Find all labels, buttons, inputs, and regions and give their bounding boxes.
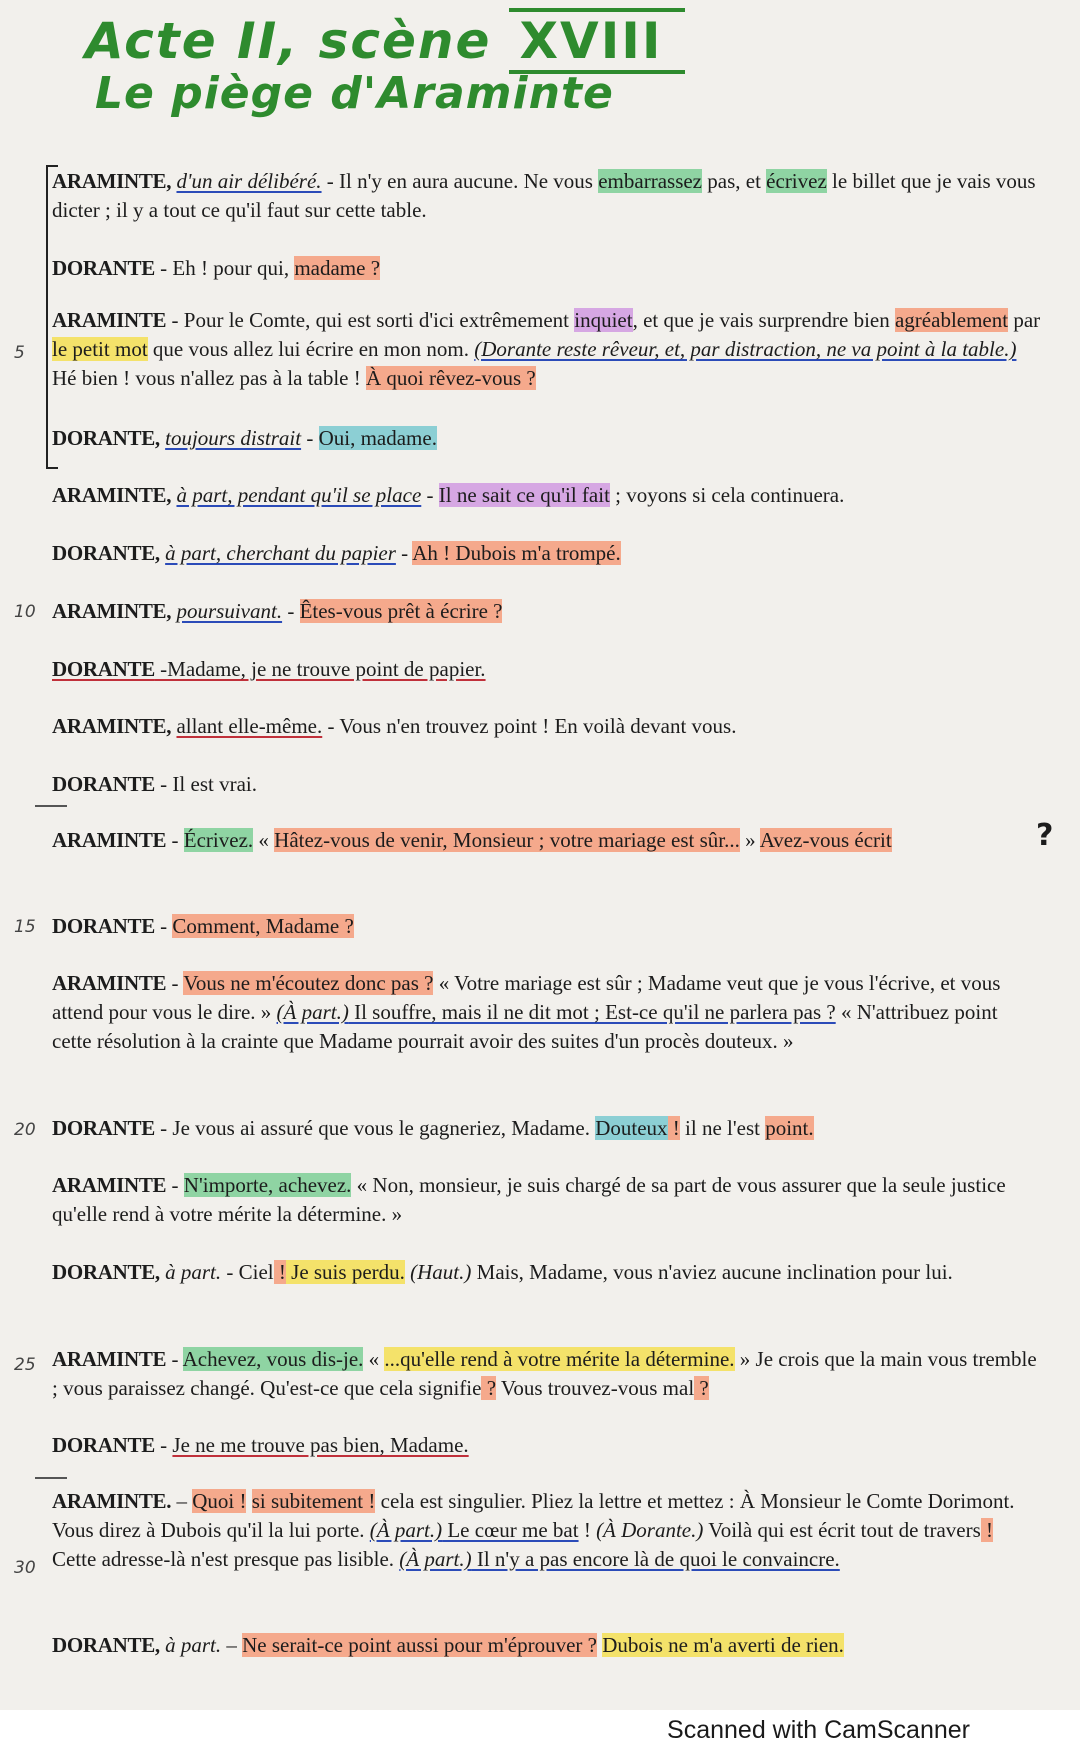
reply-araminte-5: ARAMINTE, allant elle-même. - Vous n'en trouvez point ! En voilà devant vous. [52, 714, 737, 738]
reply-dorante-7: DORANTE - Je vous ai assuré que vous le gagneriez, Madame. Douteux ! il ne l'est point. [52, 1116, 814, 1140]
reply-dorante-8: DORANTE, à part. - Ciel ! Je suis perdu. (Haut.) Mais, Madame, vous n'aviez aucune inclination pour lui. [52, 1260, 953, 1284]
reply-dorante-5: DORANTE - Il est vrai. [52, 772, 257, 796]
scanner-footer [0, 1710, 1080, 1750]
scanner-watermark: Scanned with CamScanner [667, 1716, 970, 1744]
reply-dorante-10: DORANTE, à part. – Ne serait-ce point aussi pour m'éprouver ? Dubois ne m'a averti de rien. [52, 1633, 844, 1657]
line-number-5: 5 [14, 343, 25, 363]
reply-dorante-1: DORANTE - Eh ! pour qui, madame ? [52, 256, 381, 280]
line-number-25: 25 [14, 1355, 36, 1375]
line-number-10: 10 [14, 602, 36, 622]
reply-araminte-9: ARAMINTE - Achevez, vous dis-je. « ...qu'elle rend à votre mérite la détermine. » Je crois que la main vous tremble ; vous paraissez changé. Qu'est-ce que cela signifie ? Vous trouvez-vous mal ? [52, 1347, 1037, 1400]
scene-number: XVIII [509, 8, 684, 74]
reply-dorante-9: DORANTE - Je ne me trouve pas bien, Madame. [52, 1433, 469, 1457]
reply-araminte-7: ARAMINTE - Vous ne m'écoutez donc pas ? « Votre mariage est sûr ; Madame veut que je vous l'écrive, et vous attend pour vous le dire. » (À part.) Il souffre, mais il ne dit mot ; Est-ce qu'il ne parlera pas ? « N'attribuez point cette résolution à la crainte que Madame pourrait avoir des suites d'un procès douteux. » [52, 971, 1001, 1053]
reply-araminte-6: ARAMINTE - Écrivez. « Hâtez-vous de venir, Monsieur ; votre mariage est sûr... » Avez-vous écrit [52, 828, 892, 852]
reply-araminte-1: ARAMINTE, d'un air délibéré. - Il n'y en aura aucune. Ne vous embarrassez pas, et écrivez le billet que je vais vous dicter ; il y a tout ce qu'il faut sur cette table. [52, 169, 1036, 222]
line-number-15: 15 [14, 917, 36, 937]
line-number-20: 20 [14, 1120, 36, 1140]
reply-dorante-3: DORANTE, à part, cherchant du papier - Ah ! Dubois m'a trompé. [52, 541, 621, 565]
reply-araminte-8: ARAMINTE - N'importe, achevez. « Non, monsieur, je suis chargé de sa part de vous assurer que la seule justice qu'elle rend à votre mérite la détermine. » [52, 1173, 1006, 1226]
margin-dash [35, 1477, 67, 1479]
reply-araminte-2: ARAMINTE - Pour le Comte, qui est sorti d'ici extrêmement inquiet, et que je vais surprendre bien agréablement par le petit mot que vous allez lui écrire en mon nom. (Dorante reste rêveur, et, par distraction, ne va point à la table.) Hé bien ! vous n'allez pas à la table ! À quoi rêvez-vous ? [52, 308, 1041, 390]
reply-dorante-6: DORANTE - Comment, Madame ? [52, 914, 354, 938]
reply-araminte-4: ARAMINTE, poursuivant. - Êtes-vous prêt à écrire ? [52, 599, 503, 623]
handwritten-title-act: Acte II, scène XVIII [85, 8, 685, 74]
reply-araminte-10: ARAMINTE. – Quoi ! si subitement ! cela est singulier. Pliez la lettre et mettez : À Monsieur le Comte Dorimont. Vous direz à Dubois qu'il la lui porte. (À part.) Le cœur me bat ! (À Dorante.) Voilà qui est écrit tout de travers ! Cette adresse-là n'est presque pas lisible. (À part.) Il n'y a pas encore là de quoi le convaincre. [52, 1489, 1015, 1571]
reply-dorante-2: DORANTE, toujours distrait - Oui, madame. [52, 426, 437, 450]
margin-dash [35, 805, 67, 807]
line-number-30: 30 [14, 1558, 36, 1578]
reply-dorante-4: DORANTE -Madame, je ne trouve point de papier. [52, 657, 486, 681]
handwritten-question-mark: ? [1036, 818, 1054, 853]
reply-araminte-3: ARAMINTE, à part, pendant qu'il se place - Il ne sait ce qu'il fait ; voyons si cela continuera. [52, 483, 845, 507]
handwritten-title-subtitle: Le piège d'Araminte [95, 68, 614, 119]
